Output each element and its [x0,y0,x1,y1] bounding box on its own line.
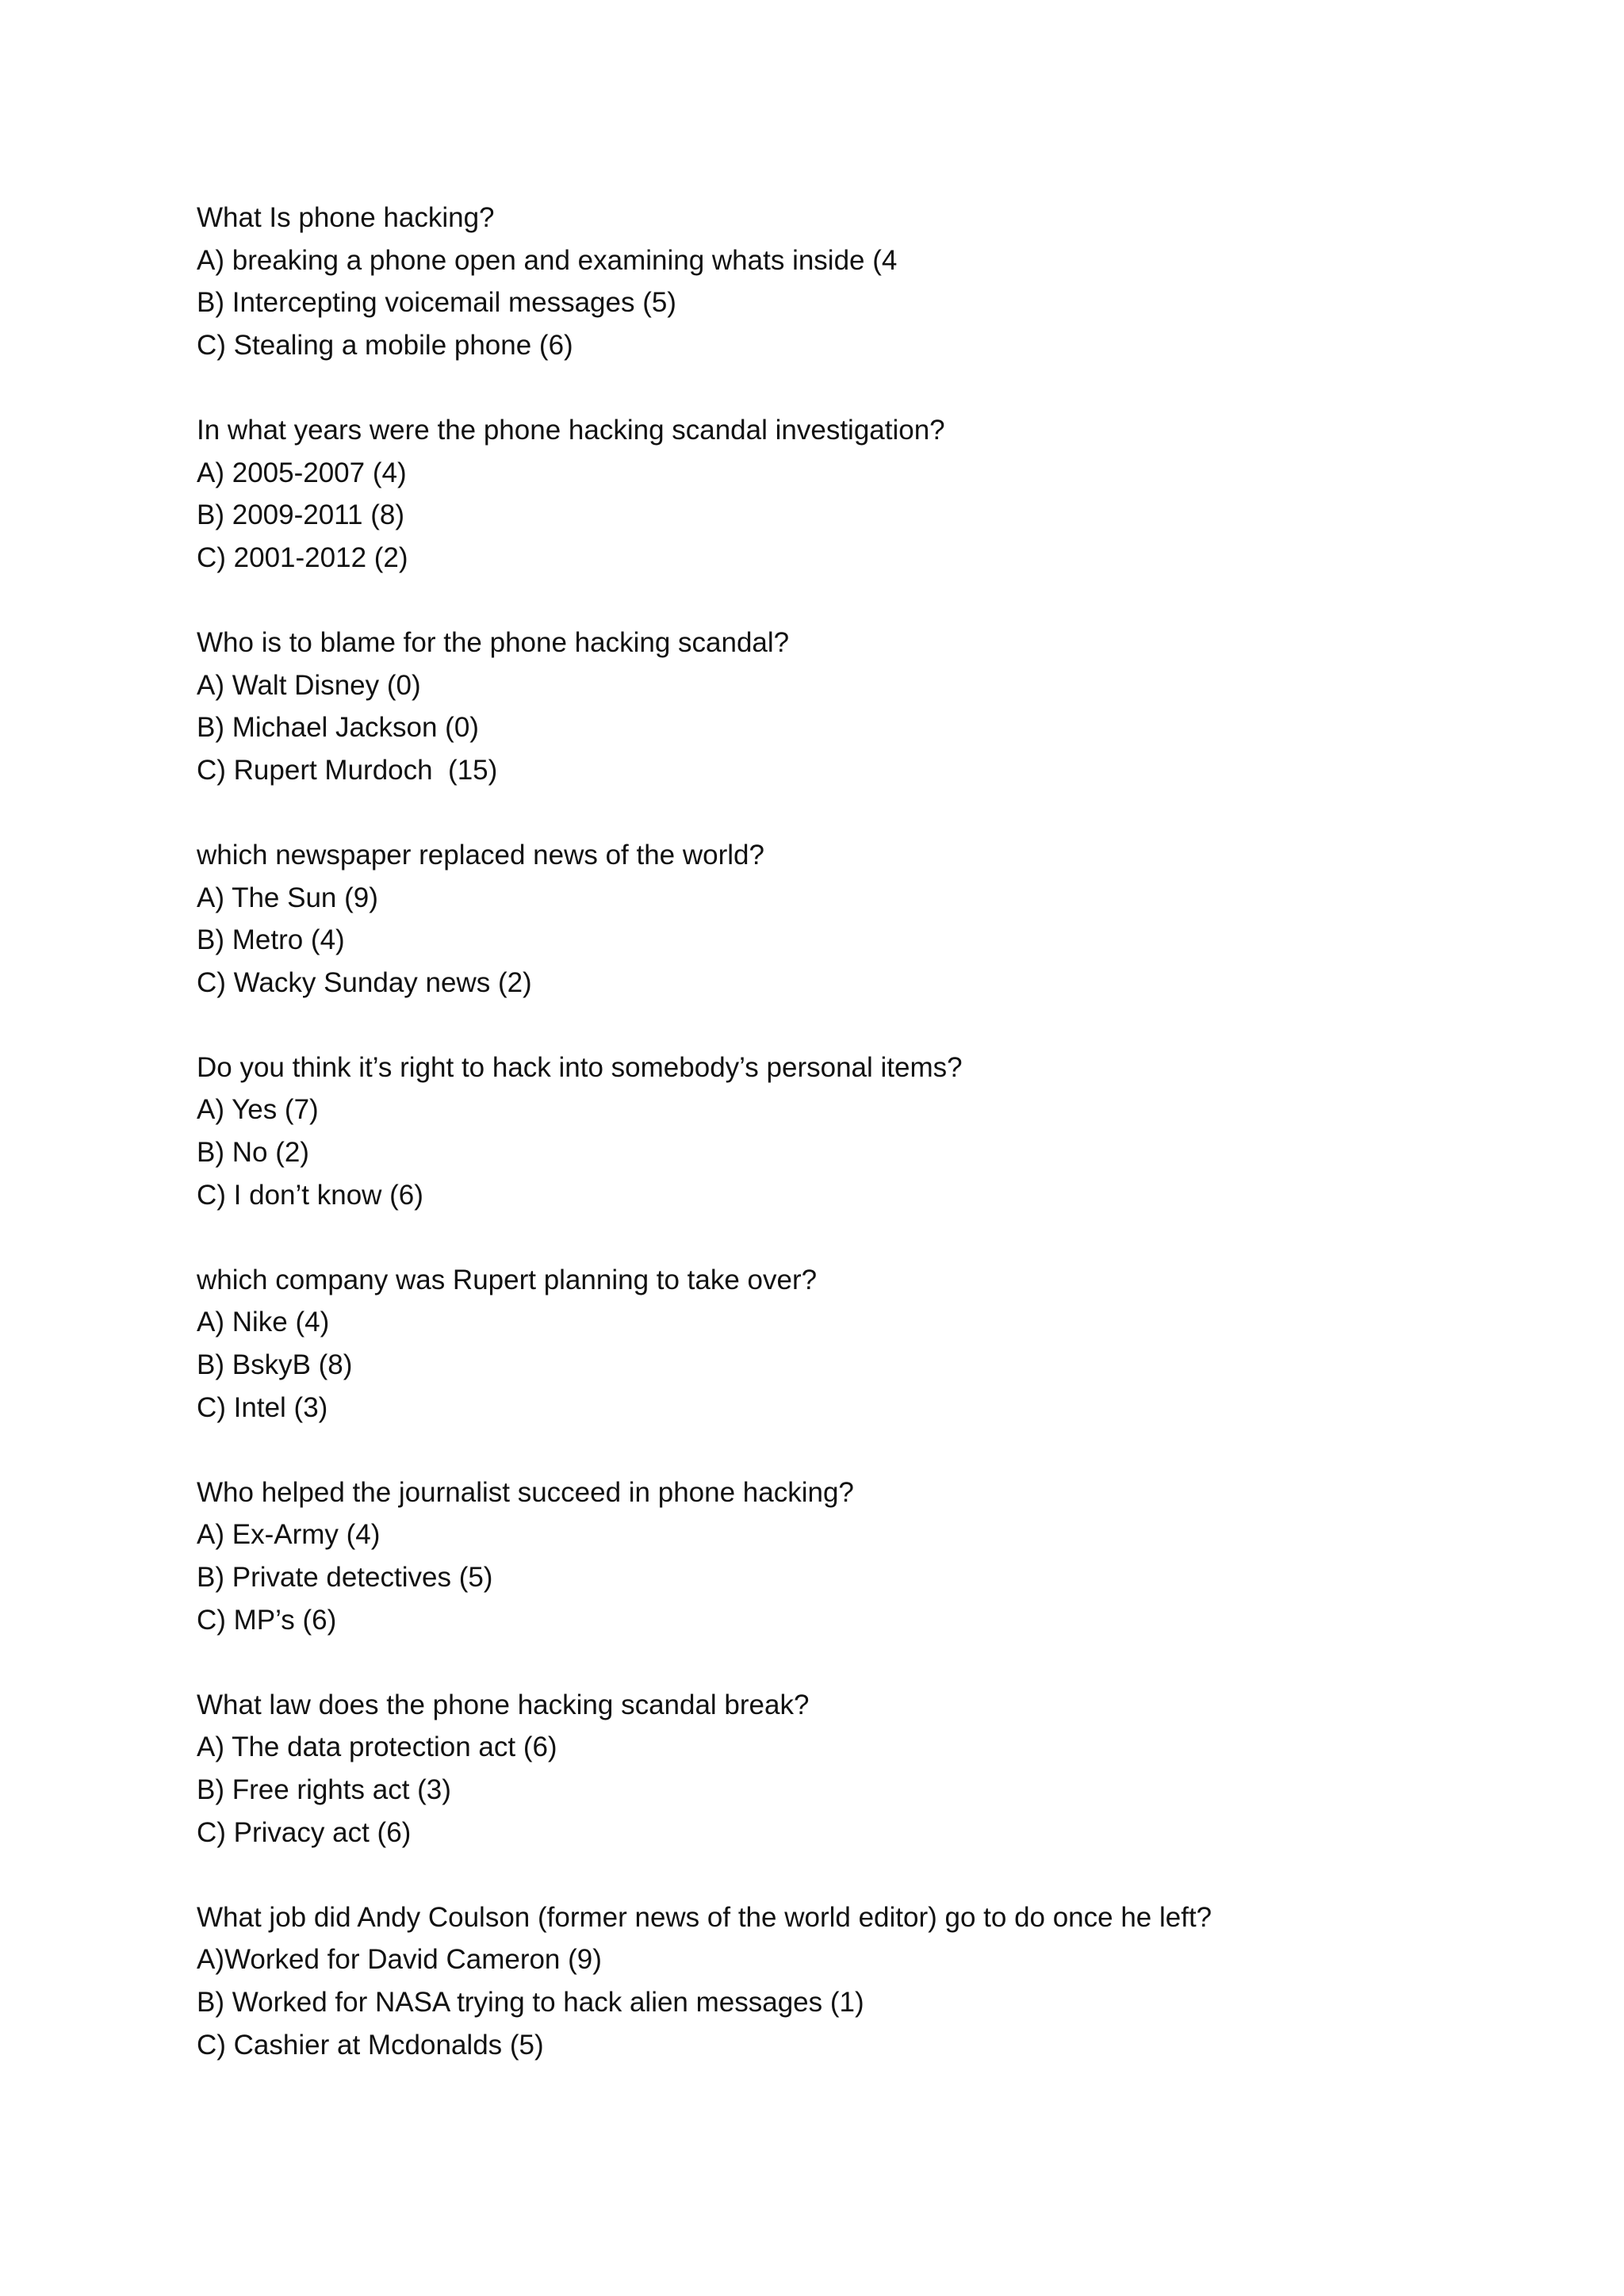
option-c: C) MP’s (6) [197,1604,337,1636]
option-b: B) No (2) [197,1137,309,1169]
option-a: A) 2005-2007 (4) [197,457,407,488]
question-block-8 [197,1684,1465,1854]
question-block-1 [197,197,1465,366]
option-a: A) Nike (4) [197,1307,330,1338]
option-a: A) The Sun (9) [197,882,378,913]
option-c: C) Rupert Murdoch (15) [197,754,498,786]
option-c: C) Intel (3) [197,1391,328,1423]
question-block-9 [197,1896,1465,2066]
option-b: B) Private detectives (5) [197,1562,493,1593]
option-c: C) Privacy act (6) [197,1816,412,1848]
question-text: What law does the phone hacking scandal break? [197,1689,810,1720]
question-block-7 [197,1471,1465,1641]
question-block-5 [197,1047,1465,1216]
question-block-3 [197,622,1465,791]
option-c: C) Stealing a mobile phone (6) [197,329,573,361]
question-block-2 [197,409,1465,579]
option-a: A)Worked for David Cameron (9) [197,1944,602,1976]
option-c: C) 2001-2012 (2) [197,541,408,573]
option-b: B) Worked for NASA trying to hack alien messages (1) [197,1986,864,2018]
option-c: C) Wacky Sunday news (2) [197,966,532,998]
question-text: Who is to blame for the phone hacking scandal? [197,626,790,658]
question-text: In what years were the phone hacking scandal investigation? [197,414,945,446]
option-a: A) breaking a phone open and examining whats inside (4 [197,244,898,276]
question-text: which newspaper replaced news of the world? [197,839,764,871]
option-c: C) Cashier at Mcdonalds (5) [197,2029,544,2061]
option-b: B) Free rights act (3) [197,1774,451,1805]
option-a: A) The data protection act (6) [197,1732,557,1763]
question-block-4 [197,834,1465,1004]
question-text: Who helped the journalist succeed in phone hacking? [197,1476,854,1508]
option-c: C) I don’t know (6) [197,1179,423,1211]
option-b: B) Michael Jackson (0) [197,712,479,744]
option-a: A) Ex-Army (4) [197,1519,381,1551]
option-a: A) Yes (7) [197,1094,319,1126]
option-b: B) Metro (4) [197,924,345,956]
option-b: B) Intercepting voicemail messages (5) [197,287,676,319]
question-text: Do you think it’s right to hack into somebody’s personal items? [197,1051,963,1083]
question-text: What Is phone hacking? [197,202,495,233]
question-text: which company was Rupert planning to take over? [197,1264,818,1295]
option-b: B) BskyB (8) [197,1349,353,1381]
question-block-6 [197,1259,1465,1429]
option-a: A) Walt Disney (0) [197,669,421,701]
survey-content [197,197,1465,2109]
option-b: B) 2009-2011 (8) [197,499,405,531]
question-text: What job did Andy Coulson (former news of the world editor) go to do once he left? [197,1901,1212,1933]
